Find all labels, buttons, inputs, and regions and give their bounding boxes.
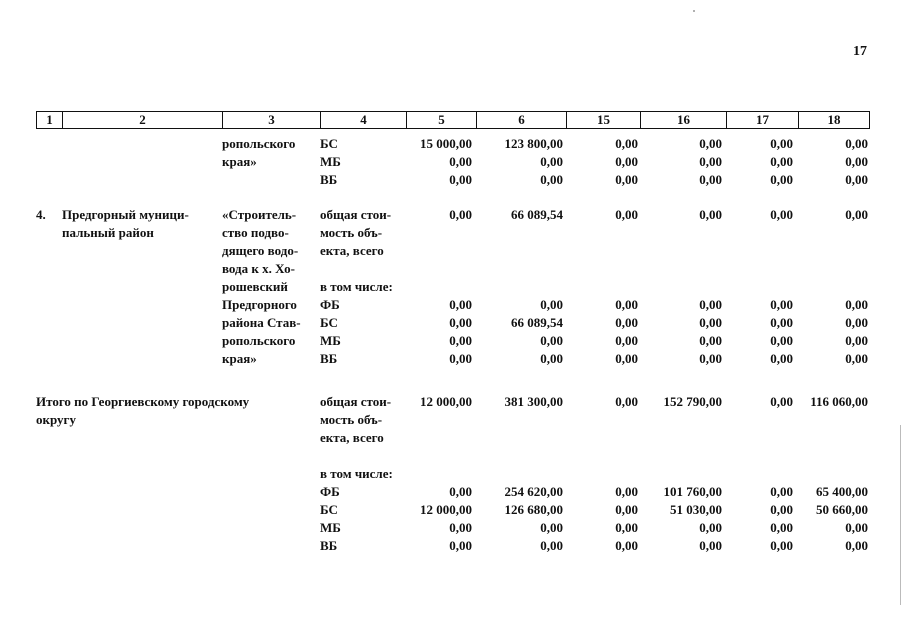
- funding-value-col-6: 0,00: [845, 333, 868, 348]
- funding-value-col-5: 0,00: [770, 333, 793, 348]
- funding-value-col-6: 0,00: [845, 315, 868, 330]
- total-cost-label-line: екта, всего: [320, 430, 384, 445]
- funding-value-col-6: 0,00: [845, 351, 868, 366]
- funding-value-col-6: 0,00: [845, 172, 868, 187]
- object-name-line: ропольского: [222, 136, 296, 151]
- header-col-17: 17: [727, 112, 799, 128]
- total-cost-value-col-3: 0,00: [615, 394, 638, 409]
- funding-value-col-2: 0,00: [540, 351, 563, 366]
- header-col-3: 3: [223, 112, 321, 128]
- funding-value-col-4: 101 760,00: [663, 484, 722, 499]
- total-cost-label-line: екта, всего: [320, 243, 384, 258]
- total-cost-value-col-2: 381 300,00: [504, 394, 563, 409]
- total-cost-value-col-6: 0,00: [845, 207, 868, 222]
- funding-source-label: ФБ: [320, 297, 340, 312]
- funding-value-col-1: 0,00: [449, 297, 472, 312]
- funding-value-col-1: 15 000,00: [420, 136, 472, 151]
- header-col-15: 15: [567, 112, 641, 128]
- header-col-4: 4: [321, 112, 407, 128]
- funding-source-label: МБ: [320, 333, 341, 348]
- funding-value-col-4: 0,00: [699, 315, 722, 330]
- total-title-line: округу: [36, 412, 76, 427]
- funding-value-col-3: 0,00: [615, 351, 638, 366]
- total-cost-label-line: мость объ-: [320, 412, 383, 427]
- page-number: 17: [853, 44, 867, 59]
- table-header: [36, 111, 870, 129]
- funding-value-col-3: 0,00: [615, 333, 638, 348]
- funding-value-col-3: 0,00: [615, 538, 638, 553]
- funding-source-label: ФБ: [320, 484, 340, 499]
- total-cost-label-line: общая стои-: [320, 207, 392, 222]
- funding-value-col-3: 0,00: [615, 297, 638, 312]
- funding-value-col-2: 254 620,00: [504, 484, 563, 499]
- funding-value-col-4: 0,00: [699, 297, 722, 312]
- funding-value-col-1: 0,00: [449, 484, 472, 499]
- total-cost-value-col-1: 0,00: [449, 207, 472, 222]
- header-col-5: 5: [407, 112, 477, 128]
- funding-value-col-2: 0,00: [540, 154, 563, 169]
- funding-value-col-3: 0,00: [615, 315, 638, 330]
- funding-value-col-5: 0,00: [770, 154, 793, 169]
- funding-value-col-6: 0,00: [845, 538, 868, 553]
- total-cost-value-col-3: 0,00: [615, 207, 638, 222]
- funding-value-col-4: 0,00: [699, 154, 722, 169]
- funding-value-col-1: 0,00: [449, 315, 472, 330]
- funding-value-col-2: 126 680,00: [504, 502, 563, 517]
- object-name-line: «Строитель-: [222, 207, 297, 222]
- object-name-line: дящего водо-: [222, 243, 299, 258]
- funding-value-col-1: 0,00: [449, 520, 472, 535]
- scan-speck: [693, 10, 695, 12]
- total-title-line: Итого по Георгиевскому городскому: [36, 394, 250, 409]
- funding-value-col-2: 66 089,54: [511, 315, 563, 330]
- total-cost-label-line: общая стои-: [320, 394, 392, 409]
- funding-value-col-6: 0,00: [845, 154, 868, 169]
- funding-value-col-4: 0,00: [699, 351, 722, 366]
- object-name-line: края»: [222, 351, 257, 366]
- funding-value-col-1: 12 000,00: [420, 502, 472, 517]
- funding-value-col-5: 0,00: [770, 502, 793, 517]
- funding-value-col-2: 0,00: [540, 333, 563, 348]
- scan-edge-mark: [900, 425, 901, 605]
- row-number: 4.: [36, 207, 46, 222]
- funding-value-col-6: 65 400,00: [816, 484, 868, 499]
- funding-value-col-5: 0,00: [770, 520, 793, 535]
- funding-value-col-3: 0,00: [615, 484, 638, 499]
- funding-value-col-1: 0,00: [449, 172, 472, 187]
- funding-value-col-3: 0,00: [615, 154, 638, 169]
- funding-value-col-6: 0,00: [845, 520, 868, 535]
- funding-value-col-1: 0,00: [449, 154, 472, 169]
- total-cost-value-col-4: 152 790,00: [663, 394, 722, 409]
- object-name-line: района Став-: [222, 315, 301, 330]
- municipality-name-line: пальный район: [62, 225, 154, 240]
- funding-value-col-4: 0,00: [699, 172, 722, 187]
- including-label: в том числе:: [320, 279, 393, 294]
- funding-value-col-2: 0,00: [540, 172, 563, 187]
- funding-value-col-2: 0,00: [540, 520, 563, 535]
- object-name-line: края»: [222, 154, 257, 169]
- funding-value-col-6: 0,00: [845, 136, 868, 151]
- object-name-line: ство подво-: [222, 225, 289, 240]
- funding-source-label: БС: [320, 315, 338, 330]
- funding-value-col-2: 0,00: [540, 538, 563, 553]
- funding-value-col-5: 0,00: [770, 484, 793, 499]
- header-col-2: 2: [63, 112, 223, 128]
- funding-value-col-5: 0,00: [770, 136, 793, 151]
- funding-value-col-5: 0,00: [770, 538, 793, 553]
- object-name-line: Предгорного: [222, 297, 297, 312]
- funding-value-col-5: 0,00: [770, 351, 793, 366]
- object-name-line: вода к х. Хо-: [222, 261, 295, 276]
- total-cost-value-col-4: 0,00: [699, 207, 722, 222]
- funding-value-col-2: 123 800,00: [504, 136, 563, 151]
- header-col-1: 1: [37, 112, 63, 128]
- total-cost-label-line: мость объ-: [320, 225, 383, 240]
- funding-source-label: МБ: [320, 154, 341, 169]
- funding-value-col-5: 0,00: [770, 297, 793, 312]
- total-cost-value-col-5: 0,00: [770, 207, 793, 222]
- funding-value-col-5: 0,00: [770, 315, 793, 330]
- total-cost-value-col-2: 66 089,54: [511, 207, 563, 222]
- funding-value-col-3: 0,00: [615, 502, 638, 517]
- funding-source-label: ВБ: [320, 172, 338, 187]
- funding-value-col-1: 0,00: [449, 538, 472, 553]
- municipality-name-line: Предгорный муници-: [62, 207, 189, 222]
- funding-source-label: МБ: [320, 520, 341, 535]
- header-col-6: 6: [477, 112, 567, 128]
- funding-value-col-4: 0,00: [699, 136, 722, 151]
- header-col-18: 18: [827, 112, 841, 127]
- funding-value-col-1: 0,00: [449, 333, 472, 348]
- funding-value-col-3: 0,00: [615, 520, 638, 535]
- funding-source-label: ВБ: [320, 538, 338, 553]
- funding-value-col-4: 0,00: [699, 538, 722, 553]
- header-col-16: 16: [641, 112, 727, 128]
- funding-value-col-5: 0,00: [770, 172, 793, 187]
- total-cost-value-col-1: 12 000,00: [420, 394, 472, 409]
- total-cost-value-col-6: 116 060,00: [810, 394, 868, 409]
- funding-source-label: БС: [320, 136, 338, 151]
- funding-value-col-3: 0,00: [615, 172, 638, 187]
- funding-value-col-2: 0,00: [540, 297, 563, 312]
- funding-value-col-6: 50 660,00: [816, 502, 868, 517]
- funding-value-col-6: 0,00: [845, 297, 868, 312]
- including-label: в том числе:: [320, 466, 393, 481]
- object-name-line: ропольского: [222, 333, 296, 348]
- funding-value-col-3: 0,00: [615, 136, 638, 151]
- funding-value-col-4: 0,00: [699, 520, 722, 535]
- funding-source-label: ВБ: [320, 351, 338, 366]
- funding-value-col-4: 51 030,00: [670, 502, 722, 517]
- total-cost-value-col-5: 0,00: [770, 394, 793, 409]
- funding-value-col-1: 0,00: [449, 351, 472, 366]
- object-name-line: рошевский: [222, 279, 288, 294]
- funding-value-col-4: 0,00: [699, 333, 722, 348]
- funding-source-label: БС: [320, 502, 338, 517]
